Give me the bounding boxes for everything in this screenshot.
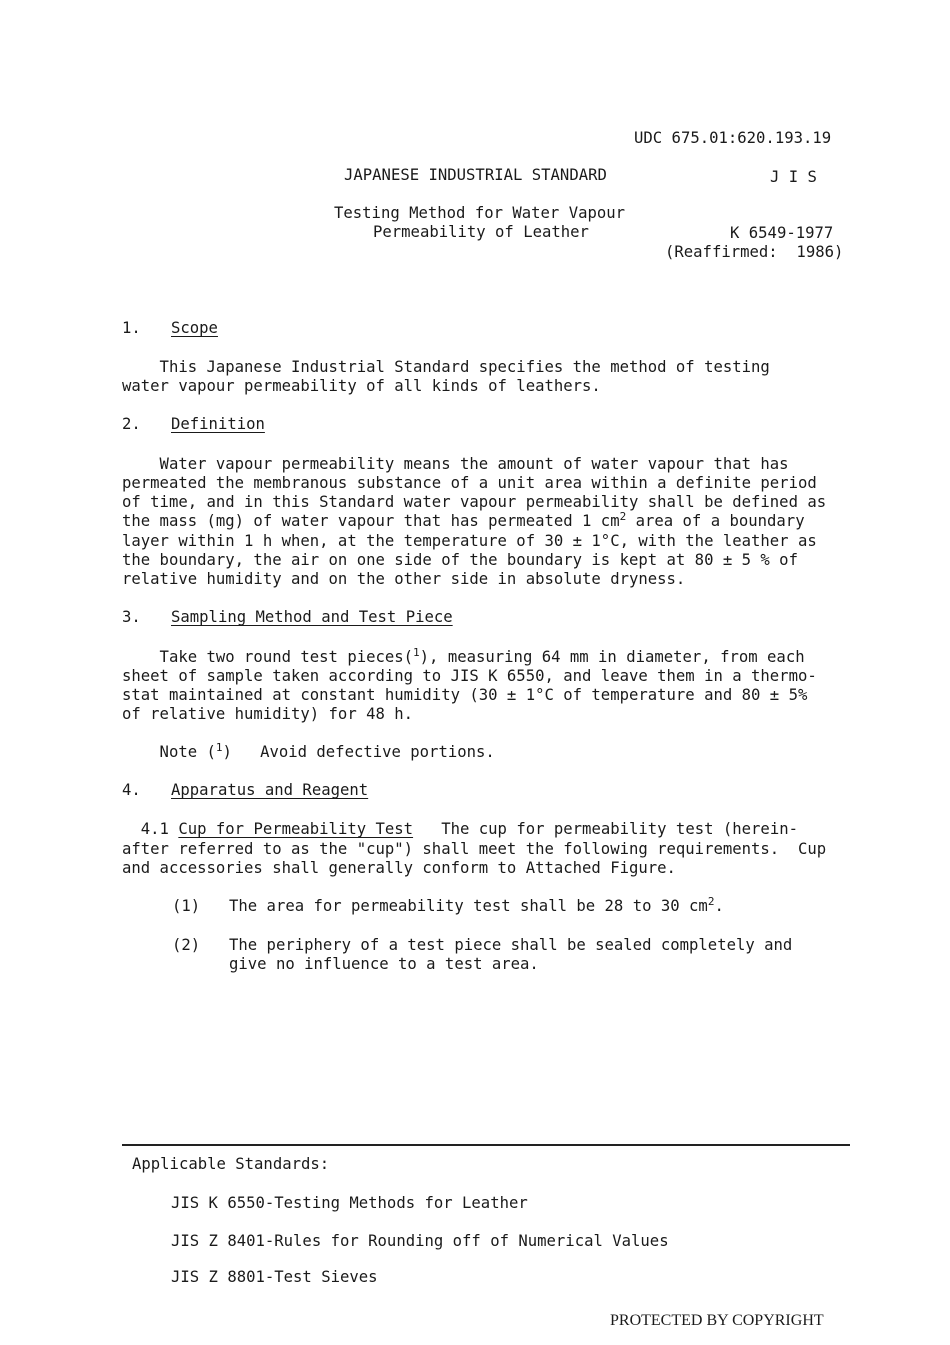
item-2-line-1: The periphery of a test piece shall be sealed completely and bbox=[229, 936, 793, 954]
standard-number: K 6549-1977 bbox=[730, 224, 834, 242]
item-2-line-2: give no influence to a test area. bbox=[229, 955, 539, 973]
applicable-standard-1: JIS K 6550-Testing Methods for Leather bbox=[171, 1194, 528, 1212]
applicable-standard-2: JIS Z 8401-Rules for Rounding off of Numerical Values bbox=[171, 1232, 669, 1250]
title-line-2: Permeability of Leather bbox=[373, 223, 589, 241]
section-3-line-1: Take two round test pieces($^1$), measuring 64 mm in diameter, from each bbox=[122, 646, 805, 666]
section-2-line-3: of time, and in this Standard water vapour permeability shall be defined as bbox=[122, 493, 827, 511]
subsection-4-1-title: Cup for Permeability Test bbox=[178, 820, 414, 838]
section-2-title: Definition bbox=[171, 415, 265, 433]
reaffirmed-date: (Reaffirmed: 1986) bbox=[665, 243, 844, 261]
section-2-line-5: layer within 1 h when, at the temperature of 30 ± 1°C, with the leather as bbox=[122, 532, 817, 550]
section-3-number: 3. bbox=[122, 608, 141, 626]
section-3-line-2: sheet of sample taken according to JIS K 6550, and leave them in a thermo- bbox=[122, 667, 817, 685]
section-4-title: Apparatus and Reagent bbox=[171, 781, 369, 799]
section-3-line-3: stat maintained at constant humidity (30 ± 1°C of temperature and 80 ± 5% bbox=[122, 686, 808, 704]
section-2-line-7: relative humidity and on the other side in absolute dryness. bbox=[122, 570, 686, 588]
item-2-number: (2) bbox=[172, 936, 201, 954]
section-1-number: 1. bbox=[122, 319, 141, 337]
copyright-notice: PROTECTED BY COPYRIGHT bbox=[610, 1312, 824, 1329]
item-1-text: The area for permeability test shall be 28 to 30 $cm^2$. bbox=[229, 895, 724, 915]
section-1-title: Scope bbox=[171, 319, 218, 337]
standard-org: JAPANESE INDUSTRIAL STANDARD bbox=[344, 166, 607, 184]
item-1-number: (1) bbox=[172, 897, 201, 915]
section-1-line-2: water vapour permeability of all kinds of leathers. bbox=[122, 377, 601, 395]
applicable-standards-label: Applicable Standards: bbox=[132, 1155, 330, 1173]
udc-code: UDC 675.01:620.193.19 bbox=[634, 129, 832, 147]
section-3-line-4: of relative humidity) for 48 h. bbox=[122, 705, 414, 723]
title-line-1: Testing Method for Water Vapour bbox=[334, 204, 626, 222]
section-3-title: Sampling Method and Test Piece bbox=[171, 608, 453, 626]
section-4-number: 4. bbox=[122, 781, 141, 799]
section-2-line-2: permeated the membranous substance of a unit area within a definite period bbox=[122, 474, 817, 492]
footnote-1: Note ($^1$) Avoid defective portions. bbox=[122, 741, 495, 761]
section-2-line-4: the mass (mg) of water vapour that has permeated 1 $cm^2$ area of a boundary bbox=[122, 510, 805, 530]
footer-divider bbox=[122, 1144, 850, 1146]
subsection-4-1-line-2: after referred to as the "cup") shall meet the following requirements. Cup bbox=[122, 840, 827, 858]
section-2-line-6: the boundary, the air on one side of the boundary is kept at 80 ± 5 % of bbox=[122, 551, 798, 569]
subsection-4-1-line-1: 4.1 Cup for Permeability Test The cup for permeability test (herein- bbox=[122, 820, 798, 838]
subsection-4-1-line-3: and accessories shall generally conform to Attached Figure. bbox=[122, 859, 676, 877]
section-2-number: 2. bbox=[122, 415, 141, 433]
applicable-standard-3: JIS Z 8801-Test Sieves bbox=[171, 1268, 378, 1286]
section-2-line-1: Water vapour permeability means the amount of water vapour that has bbox=[122, 455, 789, 473]
jis-mark: J I S bbox=[770, 168, 817, 186]
section-1-line-1: This Japanese Industrial Standard specifies the method of testing bbox=[122, 358, 770, 376]
